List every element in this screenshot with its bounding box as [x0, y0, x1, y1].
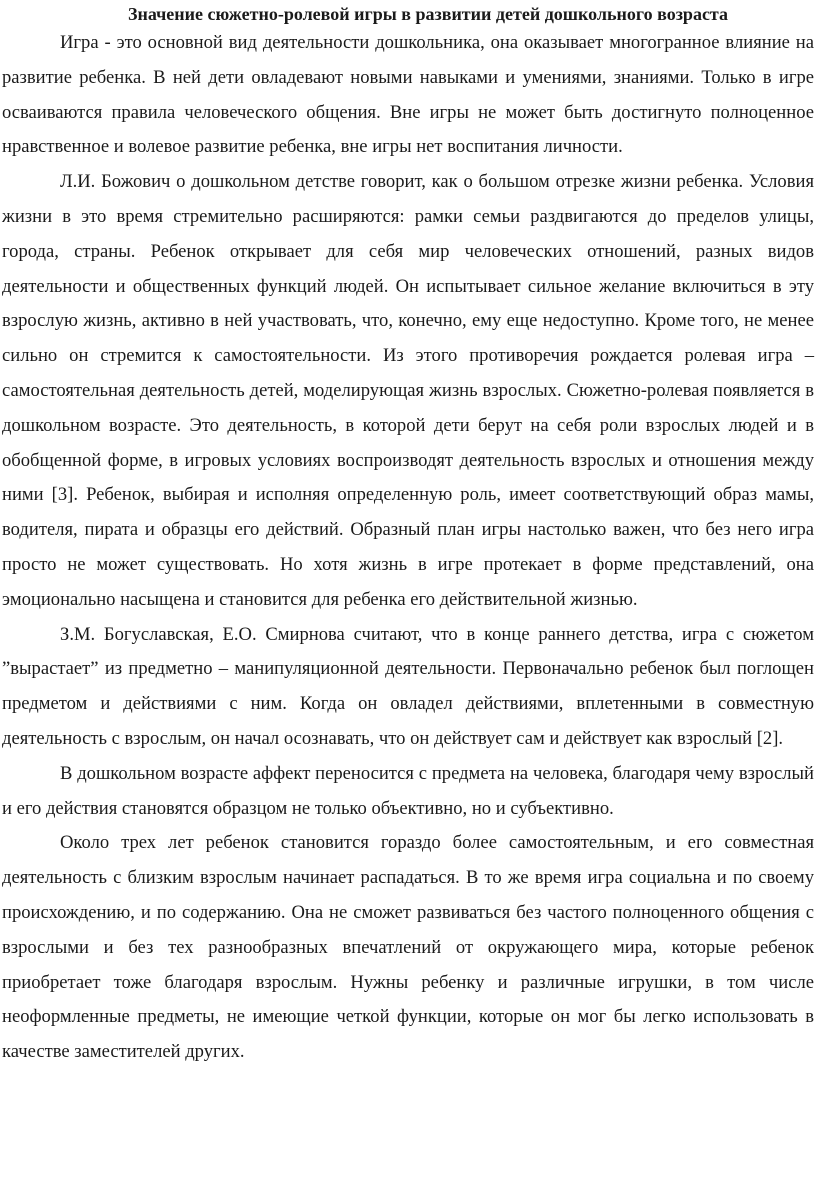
paragraph-1: Игра - это основной вид деятельности дошкольника, она оказывает многогранное влияние на развитие ребенка. В ней дети овладевают новыми навыками и умениями, знаниями. Только в игре осваиваются правила человеческого общения. Вне игры не может быть достигнуто полноценное нравственное и волевое развитие ребенка, вне игры нет воспитания личности.	[2, 32, 814, 158]
paragraph-3: З.М. Богуславская, Е.О. Смирнова считают, что в конце раннего детства, игра с сюжетом ”вырастает” из предметно – манипуляционной деятельности. Первоначально ребенок был поглощен предметом и действиями с ним. Когда он овладел действиями, вплетенными в совместную деятельность с взрослым, он начал осознавать, что он действует сам и действует как взрослый [2].	[2, 623, 814, 749]
document-title: Значение сюжетно-ролевой игры в развитии детей дошкольного возраста	[127, 4, 728, 24]
paragraph-4: В дошкольном возрасте аффект переносится с предмета на человека, благодаря чему взрослый и его действия становятся образцом не только объективно, но и субъективно.	[2, 762, 814, 819]
paragraph-2: Л.И. Божович о дошкольном детстве говорит, как о большом отрезке жизни ребенка. Условия жизни в это время стремительно расширяются: рамки семьи раздвигаются до пределов улицы, города, страны. Ребенок открывает для себя мир человеческих отношений, разных видов деятельности и общественных функций людей. Он испытывает сильное желание включиться в эту взрослую жизнь, активно в ней участвовать, что, конечно, ему еще недоступно. Кроме того, не менее сильно он стремится к самостоятельности. Из этого противоречия рождается ролевая игра – самостоятельная деятельность детей, моделирующая жизнь взрослых. Сюжетно-ролевая появляется в дошкольном возрасте. Это деятельность, в которой дети берут на себя роли взрослых людей и в обобщенной форме, в игровых условиях воспроизводят деятельность взрослых и отношения между ними [3]. Ребенок, выбирая и исполняя определенную роль, имеет соответствующий образ мамы, водителя, пирата и образцы его действий. Образный план игры настолько важен, что без него игра просто не может существовать. Но хотя жизнь в игре протекает в форме представлений, она эмоционально насыщена и становится для ребенка его действительной жизнью.	[2, 171, 814, 610]
paragraph-5: Около трех лет ребенок становится гораздо более самостоятельным, и его совместная деятельность с близким взрослым начинает распадаться. В то же время игра социальна и по своему происхождению, и по содержанию. Она не сможет развиваться без частого полноценного общения с взрослыми и без тех разнообразных впечатлений от окружающего мира, которые ребенок приобретает тоже благодаря взрослым. Нужны ребенку и различные игрушки, в том числе неоформленные предметы, не имеющие четкой функции, которые он мог бы легко использовать в качестве заместителей других.	[2, 832, 814, 1063]
